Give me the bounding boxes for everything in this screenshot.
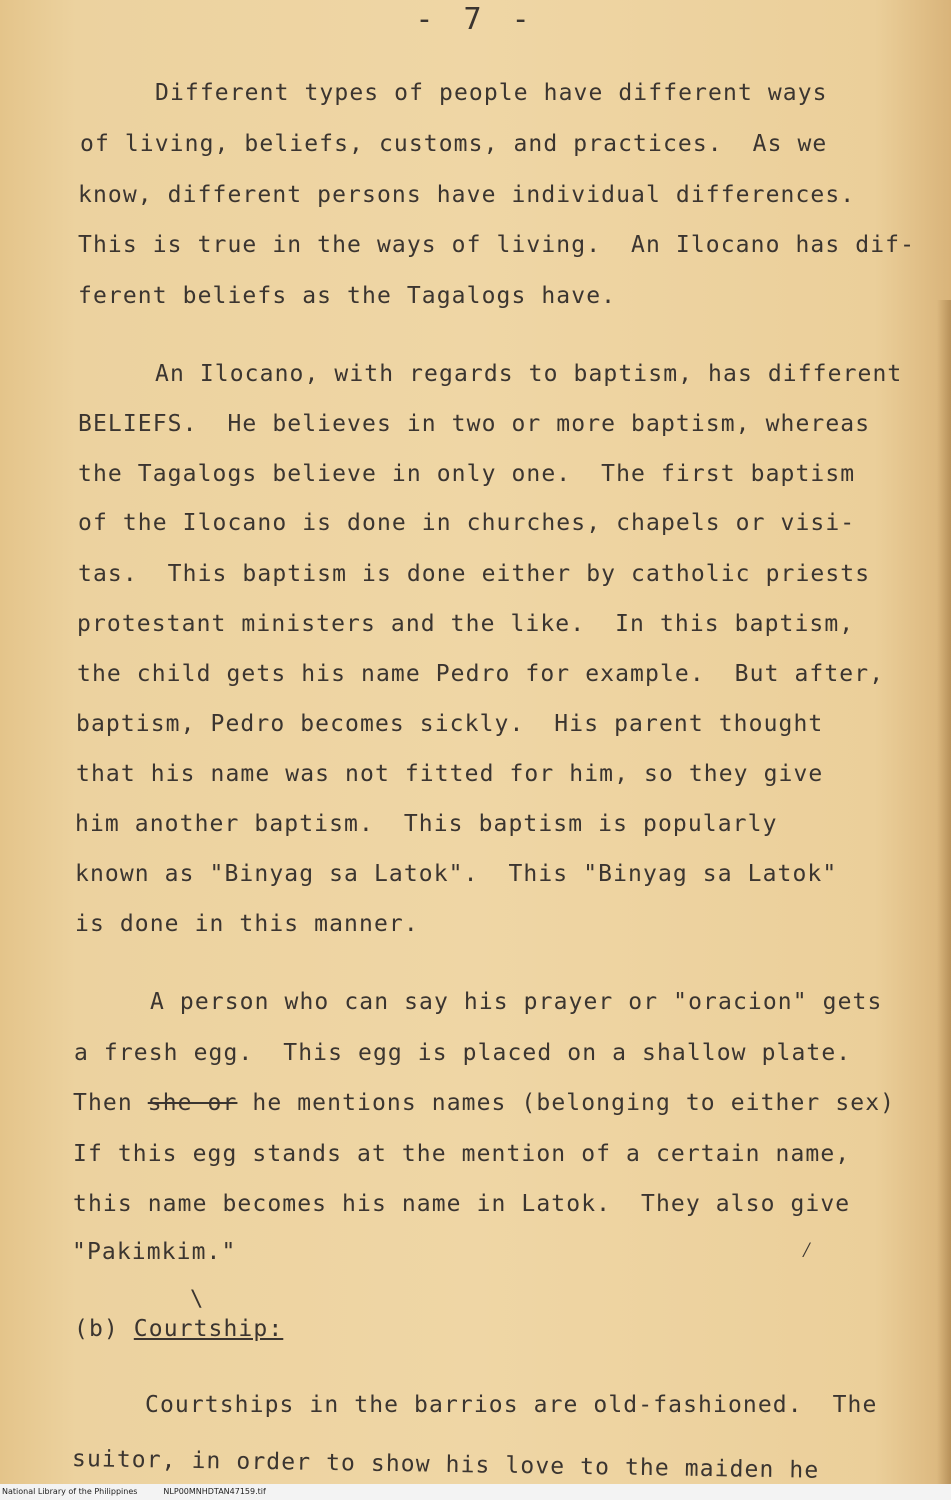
paragraph-1-line: know, different persons have individual differences. bbox=[78, 182, 856, 208]
paragraph-2-line: the child gets his name Pedro for example. But after, bbox=[77, 661, 885, 687]
footer-file-id: NLP00MNHDTAN47159.tif bbox=[163, 1487, 266, 1496]
pencil-mark: \ bbox=[190, 1287, 204, 1312]
paragraph-2-line: him another baptism. This baptism is popularly bbox=[75, 811, 778, 837]
section-prefix: (b) bbox=[74, 1316, 134, 1342]
paragraph-3-line bbox=[73, 1090, 895, 1116]
paragraph-3-line: A person who can say his prayer or "oracion" gets bbox=[150, 989, 883, 1015]
paragraph-1-line: This is true in the ways of living. An Ilocano has dif- bbox=[78, 232, 916, 258]
paragraph-2-line: is done in this manner. bbox=[75, 911, 419, 937]
pencil-mark: ⁄ bbox=[800, 1238, 814, 1263]
paragraph-4-line: suitor, in order to show his love to the maiden he bbox=[71, 1446, 820, 1484]
paragraph-3-line: "Pakimkim." bbox=[72, 1239, 237, 1265]
paragraph-3-line: this name becomes his name in Latok. They also give bbox=[73, 1191, 851, 1217]
text-run: he mentions names (belonging to either sex) bbox=[237, 1090, 896, 1116]
paragraph-2-line: protestant ministers and the like. In this baptism, bbox=[77, 611, 855, 637]
paragraph-2-line: that his name was not fitted for him, so they give bbox=[76, 761, 824, 787]
archive-footer bbox=[0, 1484, 951, 1500]
text-run: Then bbox=[73, 1090, 148, 1116]
paragraph-2-line: of the Ilocano is done in churches, chapels or visi- bbox=[78, 510, 856, 536]
paragraph-2-line: baptism, Pedro becomes sickly. His parent thought bbox=[76, 711, 824, 737]
paragraph-1-line: ferent beliefs as the Tagalogs have. bbox=[78, 283, 617, 309]
paragraph-3-line: If this egg stands at the mention of a certain name, bbox=[73, 1141, 851, 1167]
struck-text: she or bbox=[147, 1090, 238, 1116]
page-number: - 7 - bbox=[415, 2, 536, 37]
paragraph-1-line: of living, beliefs, customs, and practices. As we bbox=[80, 131, 828, 157]
paragraph-4-line: Courtships in the barrios are old-fashioned. The bbox=[145, 1392, 878, 1418]
paragraph-3-line: a fresh egg. This egg is placed on a shallow plate. bbox=[74, 1040, 852, 1066]
paragraph-2-line: An Ilocano, with regards to baptism, has different bbox=[155, 361, 903, 387]
paragraph-2-line: known as "Binyag sa Latok". This "Binyag sa Latok" bbox=[75, 861, 838, 887]
section-title: Courtship: bbox=[133, 1316, 284, 1342]
section-heading bbox=[74, 1316, 283, 1342]
page-edge-shadow bbox=[937, 300, 951, 1500]
paragraph-2-line: tas. This baptism is done either by catholic priests bbox=[78, 561, 871, 587]
paragraph-2-line: BELIEFS. He believes in two or more baptism, whereas bbox=[78, 411, 871, 437]
footer-library: National Library of the Philippines bbox=[2, 1487, 138, 1496]
paragraph-2-line: the Tagalogs believe in only one. The first baptism bbox=[78, 461, 856, 487]
paragraph-1-line: Different types of people have different ways bbox=[155, 80, 828, 106]
